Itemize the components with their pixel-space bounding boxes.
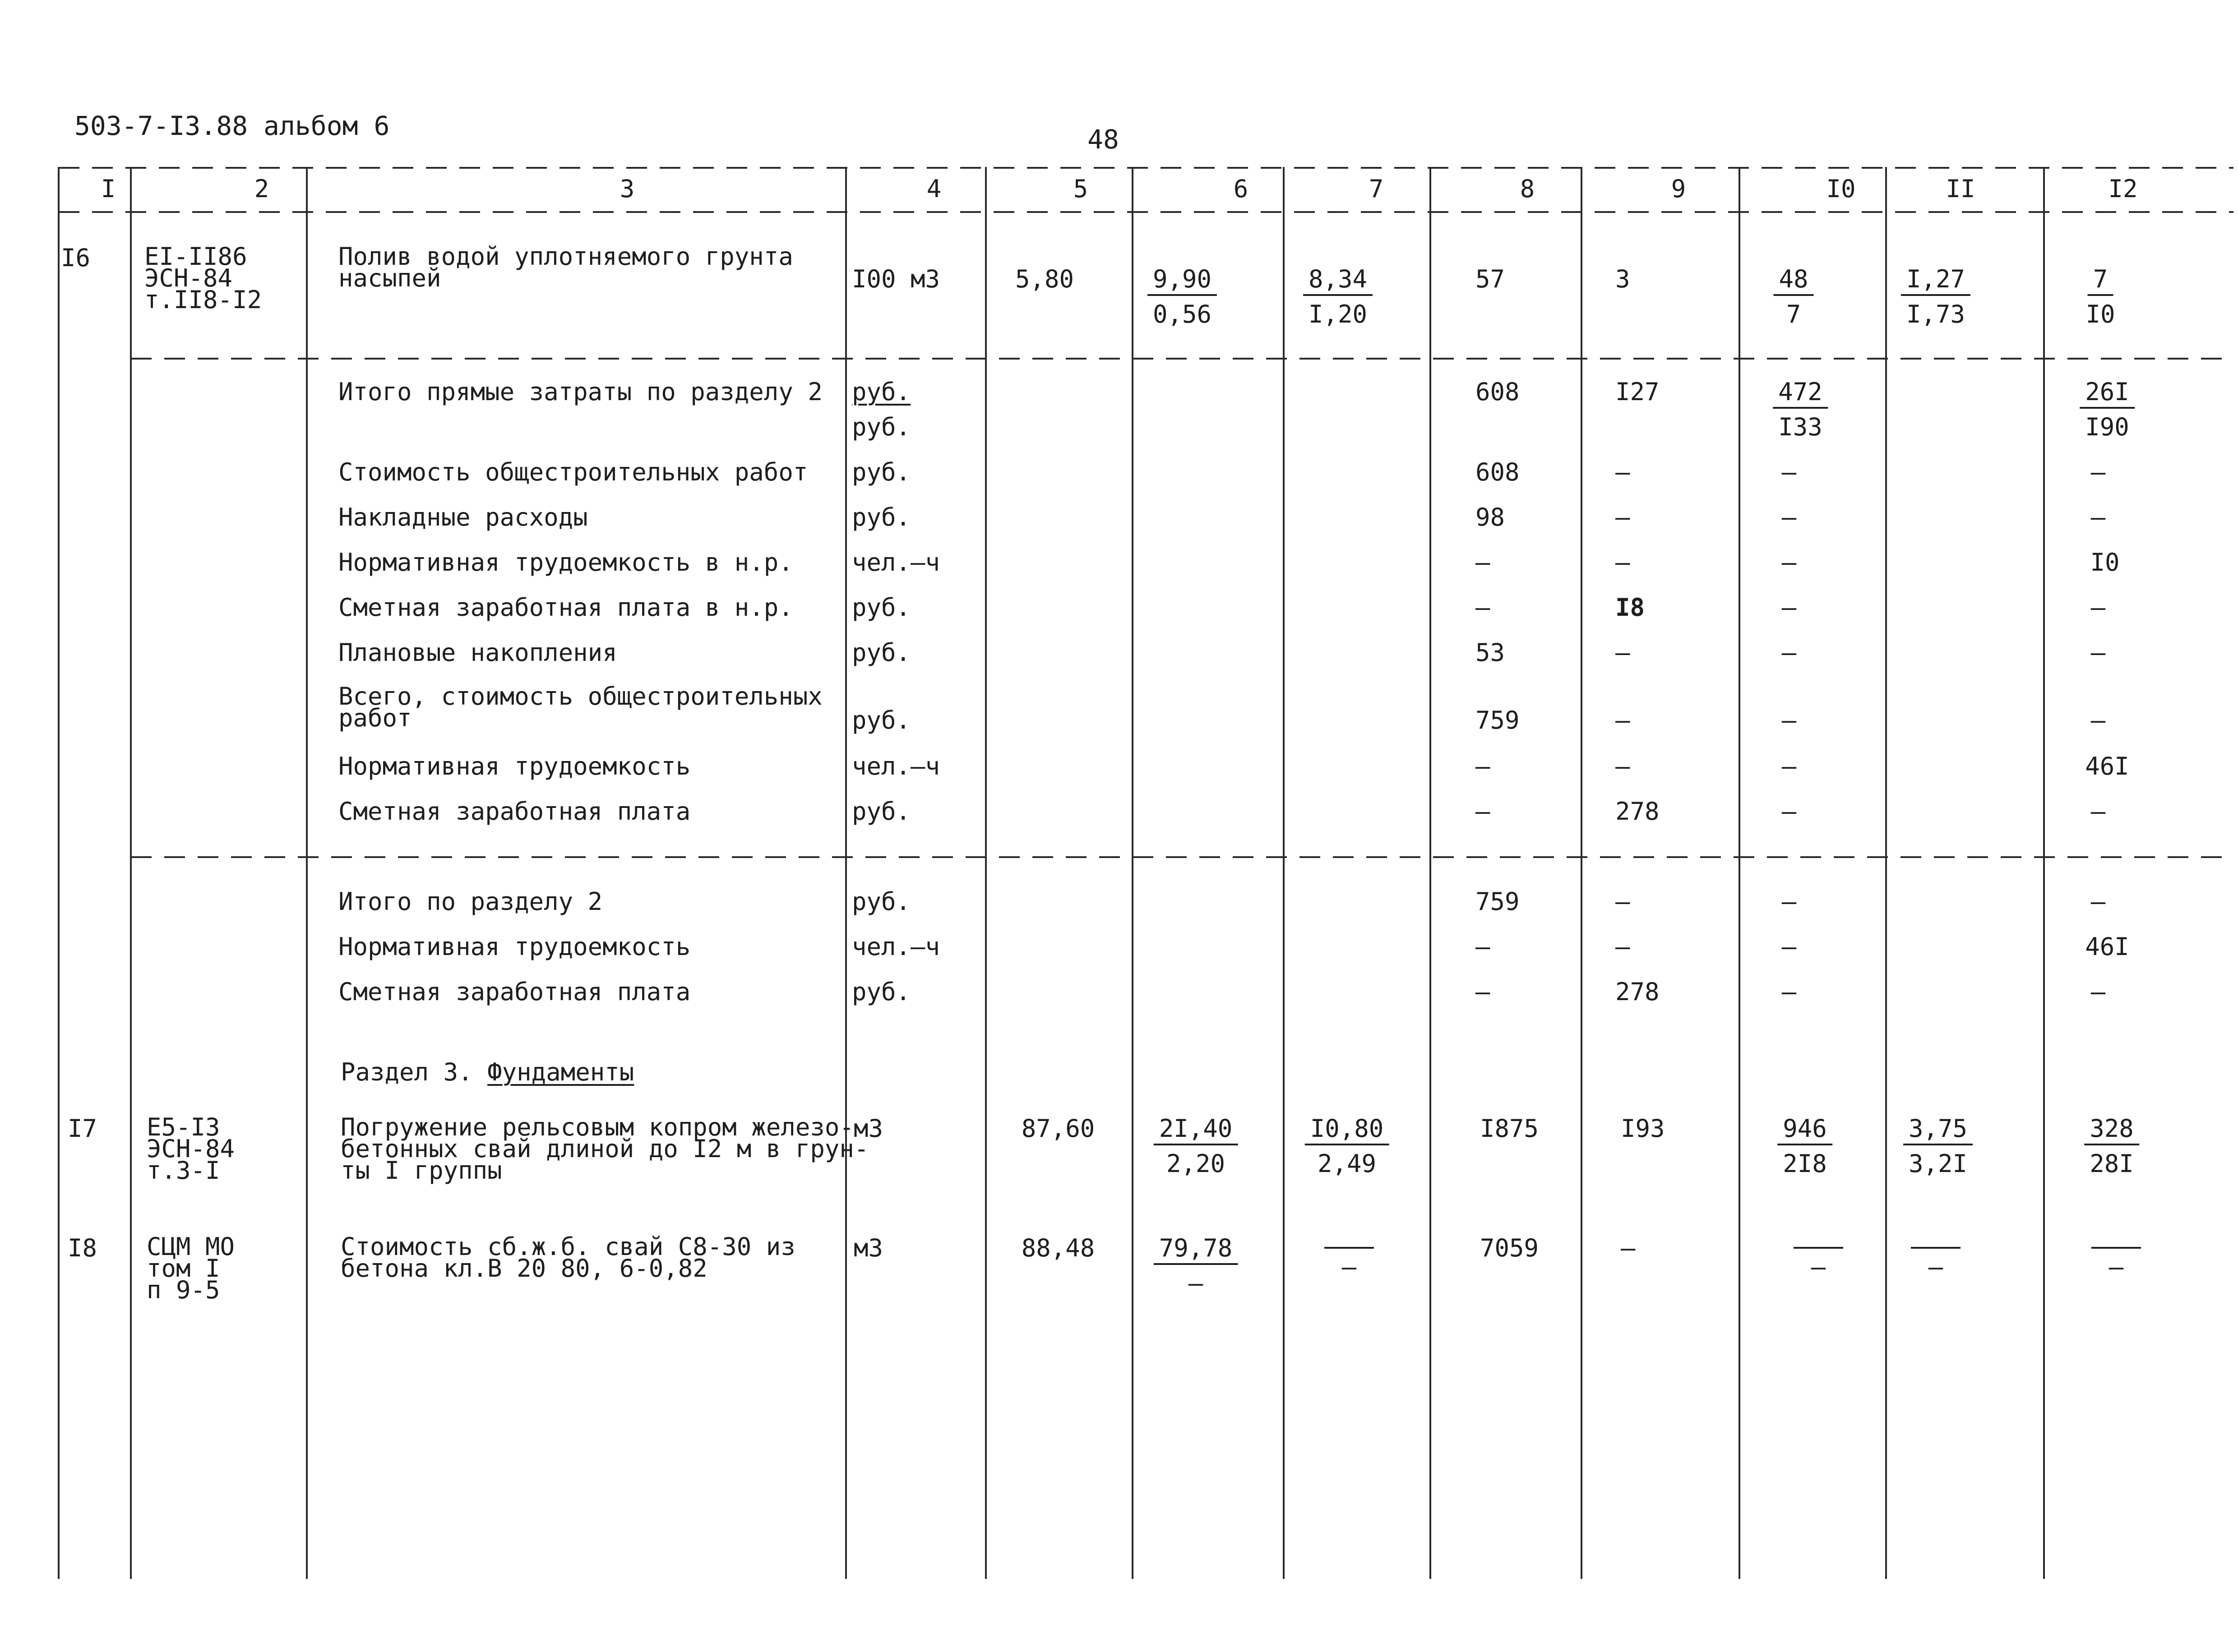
- value: –: [1615, 638, 1630, 667]
- column-number: II: [1946, 175, 1975, 203]
- total-cost: 3: [1615, 265, 1630, 293]
- value: –: [1781, 593, 1797, 622]
- column-number: 5: [1073, 175, 1088, 203]
- cost-fraction: $\frac{I0,80}{2,49}$: [1305, 1117, 1389, 1176]
- norm-code: EI-II86 ЭСН-84 т.II8-I2: [144, 242, 262, 314]
- value: –: [1781, 638, 1797, 667]
- norm-code: E5-I3 ЭСН-84 т.3-I: [147, 1113, 235, 1185]
- value: –: [2090, 706, 2106, 734]
- cost-fraction: $\frac{328}{28I}$: [2084, 1117, 2139, 1176]
- total-cost: –: [1621, 1234, 1636, 1262]
- value: –: [1475, 593, 1490, 622]
- column-number: I0: [1826, 175, 1856, 203]
- summary-label: Накладные расходы: [338, 503, 588, 531]
- summary-label: Плановые накопления: [338, 638, 617, 667]
- section-prefix: Раздел 3.: [341, 1058, 473, 1086]
- value: –: [2090, 593, 2106, 622]
- cost-fraction: $\frac{472}{I33}$: [1773, 380, 1828, 439]
- summary-label: Нормативная трудоемкость в н.р.: [338, 548, 793, 577]
- value: –: [2090, 887, 2106, 916]
- unit: м3: [854, 1114, 883, 1143]
- cost-fraction: $\frac{8,34}{I,20}$: [1303, 267, 1373, 327]
- unit: руб.: [852, 797, 911, 826]
- unit: руб.: [852, 378, 911, 406]
- value: –: [1475, 932, 1490, 961]
- cost-fraction: –: [1324, 1236, 1374, 1279]
- value: –: [1781, 458, 1797, 486]
- cost-fraction: $\frac{946}{2I8}$: [1777, 1117, 1832, 1176]
- value: 608: [1475, 378, 1520, 406]
- value: –: [1781, 548, 1797, 577]
- value: –: [1615, 548, 1630, 577]
- unit: чел.–ч: [852, 752, 940, 780]
- unit: чел.–ч: [852, 548, 940, 577]
- value: –: [1781, 797, 1797, 826]
- cost-fraction: $\frac{9,90}{0,56}$: [1147, 267, 1217, 327]
- total-cost: 7059: [1480, 1234, 1539, 1262]
- unit: I00 м3: [852, 265, 940, 293]
- summary-label: Нормативная трудоемкость: [338, 752, 691, 780]
- value: I8: [1615, 593, 1645, 622]
- unit: руб.: [852, 978, 911, 1006]
- column-number: 6: [1233, 175, 1248, 203]
- value: –: [1781, 752, 1797, 780]
- value: 608: [1475, 458, 1520, 486]
- unit: руб.: [852, 413, 911, 441]
- unit: руб.: [852, 887, 911, 916]
- summary-label: Всего, стоимость общестроительных работ: [338, 682, 823, 732]
- column-number: I: [101, 175, 116, 203]
- value: –: [1615, 752, 1630, 780]
- value: –: [2090, 797, 2106, 826]
- unit: руб.: [852, 593, 911, 622]
- unit: руб.: [852, 458, 911, 486]
- value: –: [2090, 458, 2106, 486]
- unit: руб.: [852, 706, 911, 734]
- value: –: [1615, 706, 1630, 734]
- cost-fraction: $\frac{3,75}{3,2I}$: [1903, 1117, 1973, 1176]
- row-number: I6: [61, 244, 91, 272]
- column-number: 7: [1369, 175, 1384, 203]
- value: 759: [1475, 887, 1520, 916]
- quantity: 87,60: [1021, 1114, 1095, 1143]
- value: –: [1615, 458, 1630, 486]
- column-number: 4: [926, 175, 942, 203]
- cost-fraction: 79,78 –: [1154, 1236, 1238, 1296]
- value: I0: [2090, 548, 2120, 577]
- cost-fraction: $\frac{48}{7}$: [1773, 267, 1813, 327]
- total-cost: 57: [1475, 265, 1505, 293]
- value: –: [1781, 978, 1797, 1006]
- total-cost: I93: [1621, 1114, 1665, 1143]
- value: –: [2090, 503, 2106, 531]
- quantity: 88,48: [1021, 1234, 1095, 1262]
- work-description: Стоимость сб.ж.б. свай С8-30 из бетона кл.В 20 80, 6-0,82: [341, 1232, 795, 1283]
- column-number: 3: [620, 175, 635, 203]
- unit: чел.–ч: [852, 932, 940, 961]
- value: –: [1475, 978, 1490, 1006]
- unit: руб.: [852, 503, 911, 531]
- total-cost: I875: [1480, 1114, 1539, 1143]
- cost-fraction: $\frac{2I,40}{2,20}$: [1154, 1117, 1238, 1176]
- value: –: [1781, 887, 1797, 916]
- norm-code: СЦМ МО том I п 9-5: [147, 1232, 235, 1304]
- column-number: I2: [2108, 175, 2138, 203]
- cost-fraction: –: [1911, 1236, 1961, 1279]
- document-code: 503-7-I3.88 альбом 6: [74, 111, 390, 141]
- work-description: Погружение рельсовым копром железо- бетонных свай длиной до I2 м в грун- ты I группы: [341, 1113, 869, 1185]
- column-number: 9: [1671, 175, 1686, 203]
- cost-fraction: $\frac{26I}{I90}$: [2080, 380, 2135, 439]
- unit: м3: [854, 1234, 883, 1262]
- summary-label: Стоимость общестроительных работ: [338, 458, 808, 486]
- value: 759: [1475, 706, 1520, 734]
- summary-label: Нормативная трудоемкость: [338, 932, 691, 961]
- value: –: [1781, 503, 1797, 531]
- value: –: [1615, 932, 1630, 961]
- value: 53: [1475, 638, 1505, 667]
- value: I27: [1615, 378, 1660, 406]
- value: –: [1781, 706, 1797, 734]
- work-description: Полив водой уплотняемого грунта насыпей: [338, 242, 793, 292]
- row-number: I7: [68, 1114, 97, 1143]
- quantity: 5,80: [1015, 265, 1074, 293]
- value: –: [2090, 638, 2106, 667]
- section-heading: [341, 1060, 634, 1084]
- value: –: [2090, 978, 2106, 1006]
- cost-fraction: –: [2091, 1236, 2141, 1279]
- value: –: [1615, 887, 1630, 916]
- section-title: Фундаменты: [487, 1058, 634, 1086]
- cost-fraction: $\frac{7}{I0}$: [2085, 265, 2115, 328]
- summary-label: Итого прямые затраты по разделу 2: [338, 378, 823, 406]
- summary-label: Сметная заработная плата: [338, 978, 691, 1006]
- row-number: I8: [68, 1234, 97, 1262]
- value: –: [1475, 752, 1490, 780]
- value: 278: [1615, 797, 1660, 826]
- page-number: 48: [1087, 124, 1119, 155]
- summary-label: Итого по разделу 2: [338, 887, 603, 916]
- value: 278: [1615, 978, 1660, 1006]
- summary-label: Сметная заработная плата в н.р.: [338, 593, 793, 622]
- cost-fraction: –: [1794, 1236, 1843, 1279]
- value: –: [1781, 932, 1797, 961]
- value: –: [1475, 797, 1490, 826]
- value: –: [1615, 503, 1630, 531]
- value: 98: [1475, 503, 1505, 531]
- value: 46I: [2085, 752, 2129, 780]
- column-number: 8: [1520, 175, 1535, 203]
- summary-label: Сметная заработная плата: [338, 797, 691, 826]
- unit: руб.: [852, 638, 911, 667]
- value: 46I: [2085, 932, 2129, 961]
- column-number: 2: [254, 175, 269, 203]
- value: –: [1475, 548, 1490, 577]
- cost-fraction: $\frac{I,27}{I,73}$: [1901, 267, 1970, 327]
